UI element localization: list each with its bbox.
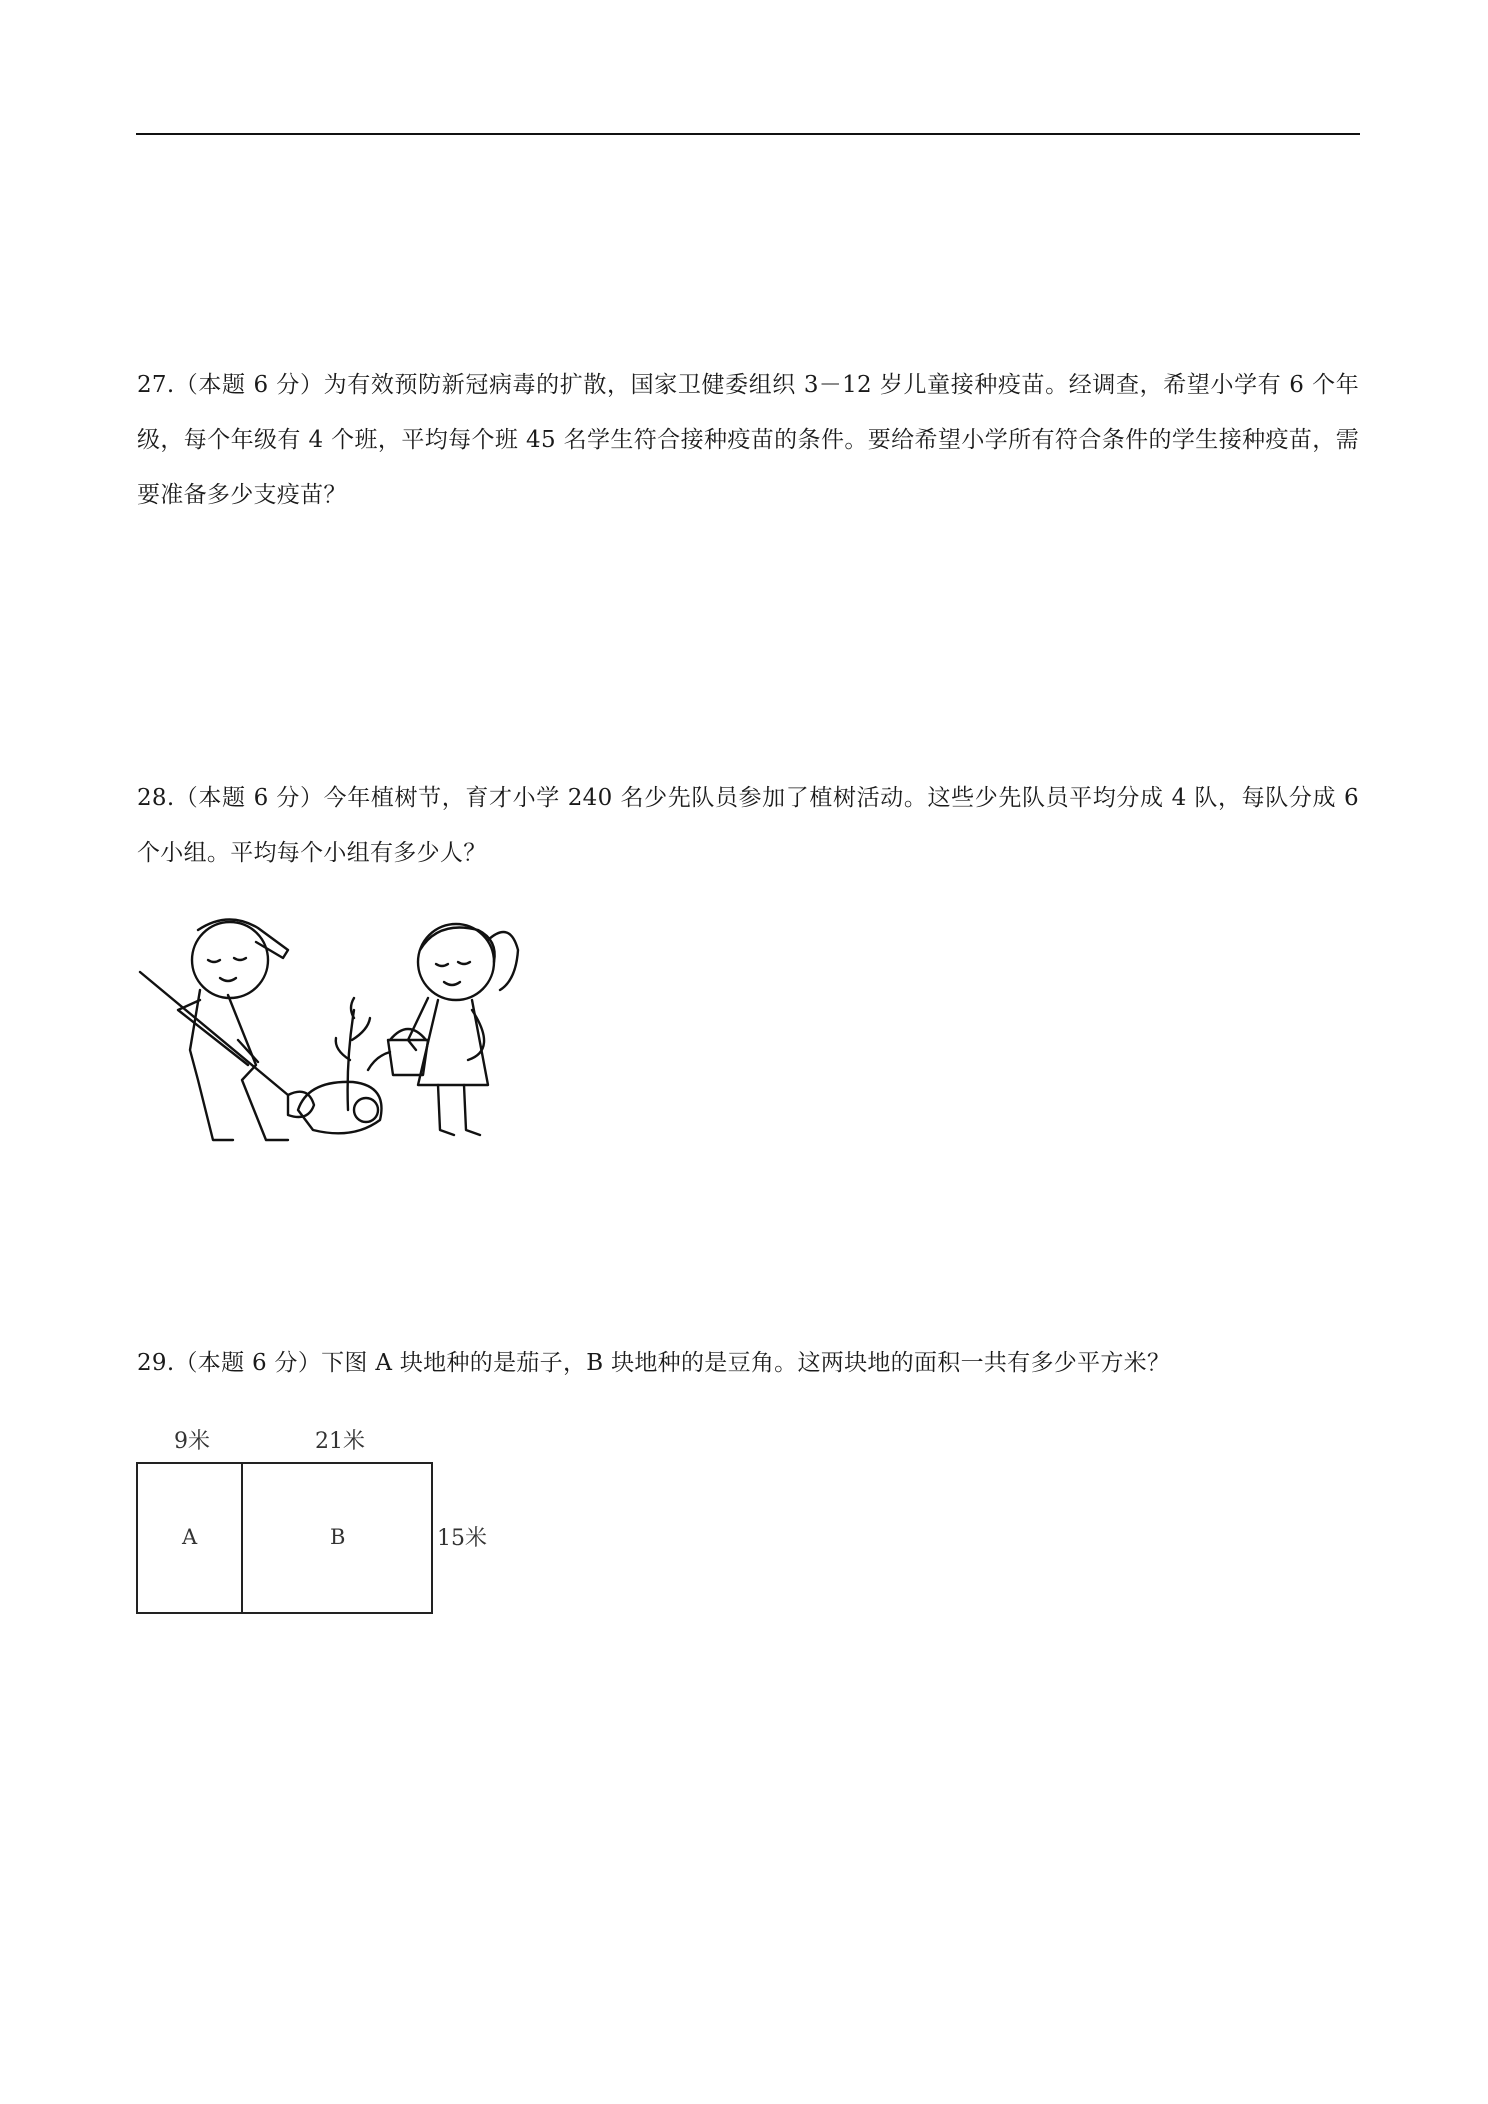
- field-diagram: [130, 1420, 510, 1620]
- tree-planting-illustration: [138, 890, 558, 1155]
- header-rule: [136, 133, 1360, 135]
- width-b-label: 21米: [315, 1429, 365, 1454]
- region-a-label: A: [182, 1525, 198, 1549]
- question-28: 28.（本题 6 分）今年植树节，育才小学 240 名少先队员参加了植树活动。这些少先队员平均分成 4 队，每队分成 6 个小组。平均每个小组有多少人？: [137, 785, 1359, 866]
- width-a-label: 9米: [174, 1429, 210, 1454]
- height-label: 15米: [437, 1526, 487, 1551]
- question-27: 27.（本题 6 分）为有效预防新冠病毒的扩散，国家卫健委组织 3－12 岁儿童接种疫苗。经调查，希望小学有 6 个年级，每个年级有 4 个班，平均每个班 45 名学生符合接种疫苗的条件。要给希望小学所有符合条件的学生接种疫苗，需要准备多少支疫苗？: [137, 372, 1359, 508]
- region-b-label: B: [330, 1525, 346, 1549]
- question-29: 29.（本题 6 分）下图 A 块地种的是茄子，B 块地种的是豆角。这两块地的面积一共有多少平方米？: [137, 1350, 1171, 1376]
